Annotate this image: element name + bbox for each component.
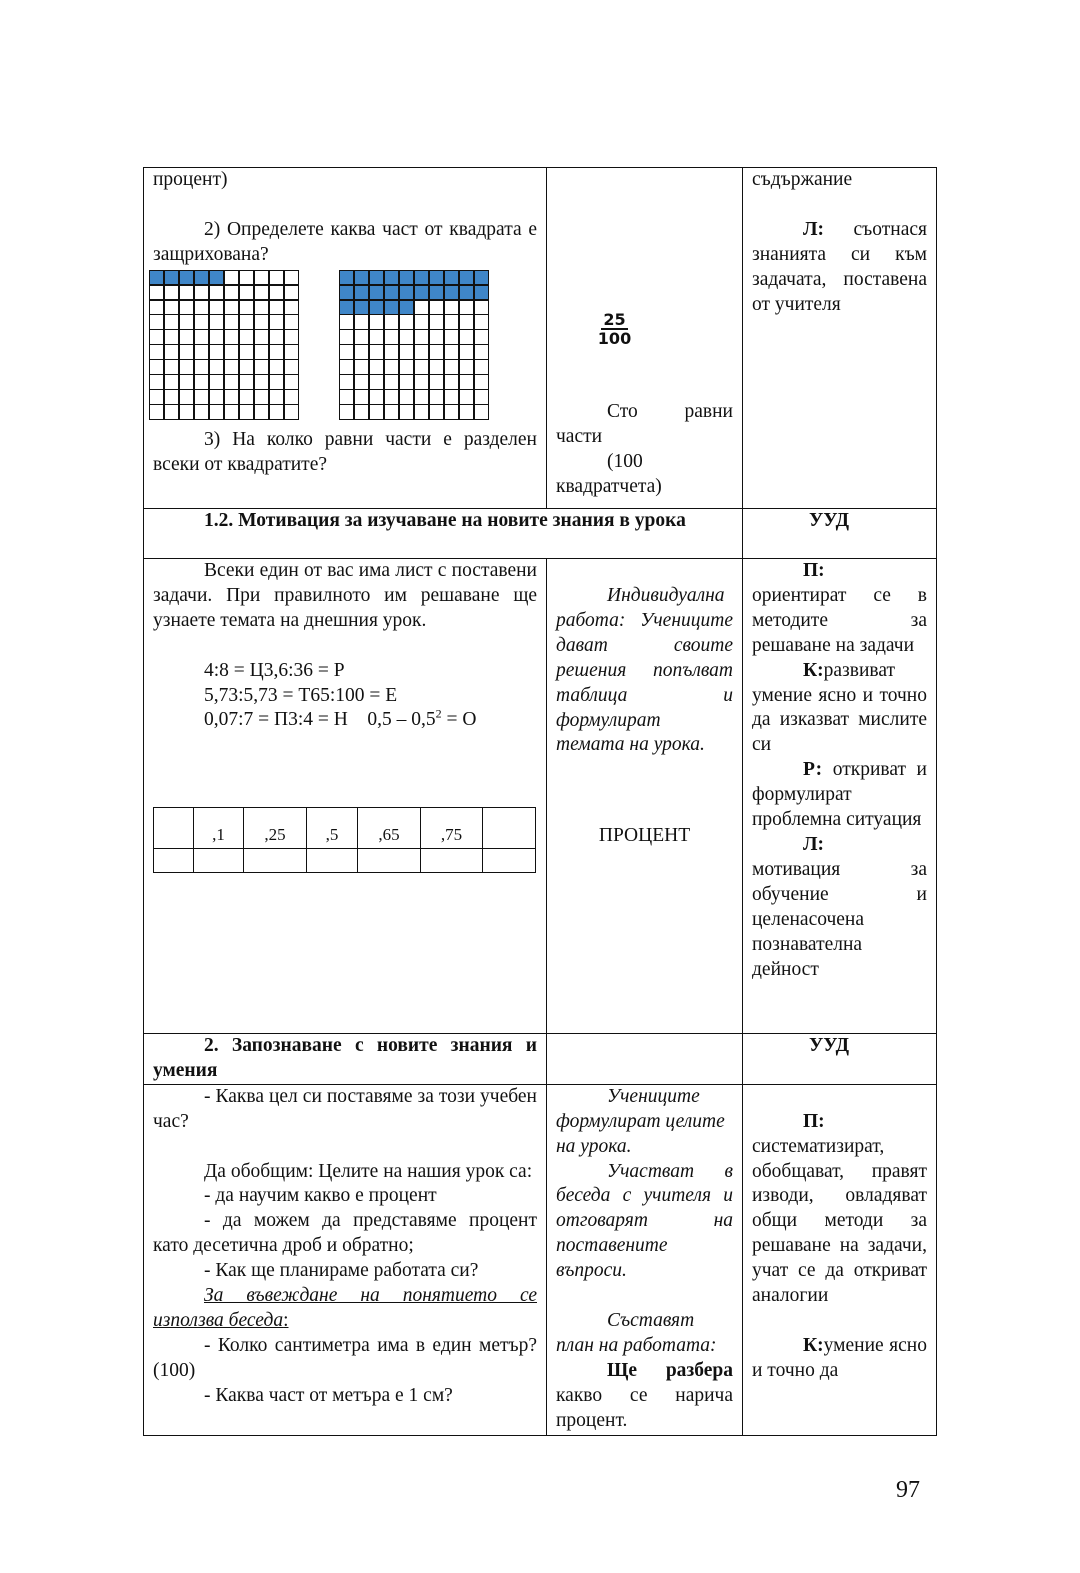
shaded-cell	[400, 301, 413, 314]
grid-cell	[400, 375, 413, 388]
activity-cell	[144, 559, 547, 1034]
grid-cell	[270, 405, 283, 418]
grid-cell	[285, 301, 298, 314]
shaded-cell	[385, 286, 398, 299]
grid-cell	[270, 375, 283, 388]
answer-cell: ,25	[244, 808, 307, 849]
uud-label: Л:	[803, 833, 825, 855]
uud-cell	[743, 168, 937, 509]
grid-cell	[285, 360, 298, 373]
grid-cell	[385, 360, 398, 373]
grid-cell	[415, 390, 428, 403]
grid-cell	[460, 375, 473, 388]
grid-cell	[240, 315, 253, 328]
grid-cell	[240, 375, 253, 388]
grid-cell	[180, 286, 193, 299]
grid-cell	[165, 405, 178, 418]
grid-cell	[355, 405, 368, 418]
grid-cell	[165, 286, 178, 299]
grid-cell	[210, 315, 223, 328]
question-2: 2) Определете каква част от квадрата е защрихована?	[153, 218, 537, 265]
grid-cell	[385, 330, 398, 343]
method: За въвеждане на понятието се използва беседа:	[153, 1285, 537, 1331]
shaded-cell	[180, 271, 193, 284]
grid-cell	[355, 315, 368, 328]
grid-cell	[475, 360, 488, 373]
grid-cell	[150, 315, 163, 328]
grid-cell	[445, 375, 458, 388]
grid-cell	[210, 286, 223, 299]
grid-cell	[385, 345, 398, 358]
grid-cell	[370, 390, 383, 403]
grid-cell	[270, 330, 283, 343]
grid-cell	[430, 390, 443, 403]
grid-cell	[400, 315, 413, 328]
grid-cell	[355, 375, 368, 388]
grid-cell	[210, 360, 223, 373]
work-description: Индивидуална работа: Учениците дават своите решения попълват таблица и формулират темата на урока.	[556, 585, 733, 756]
grid-cell	[355, 330, 368, 343]
student-activity: Съставят план на работата:	[556, 1309, 717, 1356]
grid-cell	[285, 330, 298, 343]
grid-cell	[340, 315, 353, 328]
grid-cell	[400, 360, 413, 373]
grid-cell	[475, 390, 488, 403]
grid-cell	[270, 315, 283, 328]
section-heading: 1.2. Мотивация за изучаване на новите знания в урока	[144, 509, 743, 559]
section-heading-row	[144, 1034, 937, 1085]
grid-cell	[370, 345, 383, 358]
grid-cell	[240, 301, 253, 314]
grid-cell	[210, 390, 223, 403]
shaded-cell	[460, 286, 473, 299]
grid-cell	[415, 360, 428, 373]
shaded-cell	[445, 286, 458, 299]
intro-text: Всеки един от вас има лист с поставени задачи. При правилното им решаване ще узнаете темата на днешния урок.	[153, 560, 537, 631]
grid-cell	[370, 405, 383, 418]
grid-cell	[195, 286, 208, 299]
grid-cell	[150, 345, 163, 358]
grid-cell	[460, 345, 473, 358]
activity-cell	[144, 1084, 547, 1435]
grid-cell	[285, 390, 298, 403]
grid-cell	[225, 390, 238, 403]
grid-cell	[150, 405, 163, 418]
shaded-cell	[430, 286, 443, 299]
grid-figures	[153, 268, 537, 428]
grid-cell	[165, 330, 178, 343]
answer-cell	[154, 849, 194, 873]
grid-cell	[340, 360, 353, 373]
uud-k: К:развиват умение ясно и точно да изказват мислите си	[752, 659, 927, 756]
fraction	[496, 308, 733, 347]
question-3: 3) На колко равни части е разделен всеки от квадратите?	[153, 428, 537, 475]
grid-cell	[400, 390, 413, 403]
grid-cell	[475, 405, 488, 418]
uud-cell	[743, 1084, 937, 1435]
grid-cell	[150, 301, 163, 314]
uud-l	[752, 218, 927, 318]
answer-cell	[194, 849, 244, 873]
grid-cell	[255, 315, 268, 328]
grid-cell	[460, 405, 473, 418]
grid-cell	[165, 301, 178, 314]
grid-cell	[385, 390, 398, 403]
grid-cell	[195, 315, 208, 328]
grid-cell	[445, 330, 458, 343]
grid-cell	[370, 330, 383, 343]
answer-cell	[307, 849, 358, 873]
grid-cell	[180, 301, 193, 314]
lesson-topic: ПРОЦЕНТ	[598, 825, 691, 847]
grid-cell	[430, 315, 443, 328]
lead-text: процент)	[153, 169, 228, 190]
section-heading-row	[144, 509, 937, 559]
shaded-cell	[340, 301, 353, 314]
grid-cell	[340, 390, 353, 403]
uud-label: Л:	[803, 218, 825, 240]
shaded-cell	[355, 301, 368, 314]
grid-cell	[255, 271, 268, 284]
grid-cell	[370, 375, 383, 388]
grid-cell	[430, 345, 443, 358]
shaded-cell	[385, 271, 398, 284]
grid-cell	[285, 345, 298, 358]
grid-cell	[225, 286, 238, 299]
grid-cell	[270, 286, 283, 299]
lead-text: съдържание	[752, 169, 853, 190]
grid-cell	[430, 405, 443, 418]
grid-cell	[180, 375, 193, 388]
grid-cell	[240, 390, 253, 403]
grid-cell	[385, 405, 398, 418]
grid-cell	[195, 330, 208, 343]
uud-r: Р: откриват и формулират проблемна ситуация	[752, 759, 927, 831]
grid-cell	[180, 390, 193, 403]
empty-cell	[547, 1034, 743, 1085]
grid-cell	[240, 330, 253, 343]
answer-text: Сто равни части	[556, 401, 733, 447]
grid-cell	[430, 375, 443, 388]
grid-cell	[150, 360, 163, 373]
grid-cell	[415, 405, 428, 418]
grid-cell	[475, 330, 488, 343]
grid-cell	[460, 360, 473, 373]
grid-cell	[400, 405, 413, 418]
grid-cell	[370, 315, 383, 328]
grid-cell	[150, 390, 163, 403]
uud-cell	[743, 559, 937, 1034]
grid-cell	[195, 301, 208, 314]
shaded-cell	[165, 271, 178, 284]
grid-cell	[225, 345, 238, 358]
grid-cell	[340, 345, 353, 358]
uud-label: П:	[803, 1110, 825, 1132]
answer-text-2: (100 квадратчета)	[556, 450, 662, 497]
grid-cell	[255, 286, 268, 299]
lesson-plan-table	[143, 167, 937, 1436]
table-row	[144, 168, 937, 509]
grid-cell	[210, 375, 223, 388]
shaded-cell	[400, 271, 413, 284]
students-cell	[547, 559, 743, 1034]
equation: 0,07:7 = П3:4 = Н $0,5 - 0,5^2 = О$	[204, 706, 477, 731]
grid-cell	[355, 360, 368, 373]
grid-cell	[430, 330, 443, 343]
shaded-cell	[415, 286, 428, 299]
shaded-cell	[150, 271, 163, 284]
answer-table	[153, 807, 536, 873]
shaded-cell	[415, 271, 428, 284]
grid-cell	[285, 405, 298, 418]
grid-cell	[225, 360, 238, 373]
grid-cell	[180, 405, 193, 418]
table-row	[144, 559, 937, 1034]
student-activity: Участват в беседа с учителя и отговарят на поставените въпроси.	[556, 1160, 733, 1282]
shaded-cell	[355, 286, 368, 299]
answer-cell: ,5	[307, 808, 358, 849]
answer-cell	[483, 849, 536, 873]
answer-cell	[421, 849, 483, 873]
grid-cell	[340, 375, 353, 388]
grid-cell	[460, 330, 473, 343]
grid-cell	[225, 315, 238, 328]
grid-cell	[340, 405, 353, 418]
shaded-cell	[475, 286, 488, 299]
grid-cell	[255, 375, 268, 388]
grid-cell	[165, 345, 178, 358]
grid-cell	[180, 330, 193, 343]
grid-cell	[225, 375, 238, 388]
answer-cell	[244, 849, 307, 873]
grid-cell	[270, 390, 283, 403]
uud-text: съотнася знанията си към задачата, поставена от учителя	[752, 218, 927, 315]
grid-cell	[225, 271, 238, 284]
grid-cell	[445, 301, 458, 314]
student-goal: Ще разбера какво се нарича процент.	[556, 1359, 733, 1431]
grid-cell	[165, 360, 178, 373]
grid-cell	[400, 345, 413, 358]
grid-cell	[385, 315, 398, 328]
grid-cell	[255, 405, 268, 418]
grid-cell	[180, 315, 193, 328]
grid-cell	[255, 345, 268, 358]
answer-cell	[358, 849, 421, 873]
grid-cell	[150, 330, 163, 343]
grid-cell	[285, 271, 298, 284]
grid-cell	[255, 360, 268, 373]
shaded-cell	[210, 271, 223, 284]
goal: - да можем да представяме процент като десетична дроб и обратно;	[153, 1210, 537, 1257]
question: - Как ще планираме работата си?	[204, 1260, 479, 1282]
question: - Каква част от метъра е 1 см?	[204, 1384, 453, 1406]
grid-cell	[460, 301, 473, 314]
grid-cell	[165, 375, 178, 388]
shaded-cell	[355, 271, 368, 284]
answer-cell: ,65	[358, 808, 421, 849]
shaded-cell	[370, 271, 383, 284]
grid-cell	[270, 345, 283, 358]
grid-cell	[475, 315, 488, 328]
grid-cell	[195, 375, 208, 388]
grid-cell	[210, 301, 223, 314]
table-row	[144, 1084, 937, 1435]
fraction-numerator: 25	[603, 310, 626, 329]
summary: Да обобщим: Целите на нашия урок са:	[204, 1160, 533, 1182]
students-cell	[547, 1084, 743, 1435]
shaded-cell	[340, 271, 353, 284]
grid-cell	[415, 315, 428, 328]
grid-cell	[195, 345, 208, 358]
grid-cell	[210, 345, 223, 358]
grid-cell	[415, 330, 428, 343]
grid-cell	[445, 315, 458, 328]
equation: 5,73:5,73 = Т65:100 = Е	[204, 684, 398, 706]
students-cell	[547, 168, 743, 509]
grid-cell	[445, 390, 458, 403]
shaded-cell	[400, 286, 413, 299]
grid-cell	[210, 330, 223, 343]
question: - Колко сантиметра има в един метър? (100)	[153, 1334, 537, 1381]
fraction-denominator: 100	[597, 329, 632, 348]
grid-cell	[430, 301, 443, 314]
page-number: 97	[896, 1477, 920, 1503]
grid-cell	[195, 360, 208, 373]
uud-k: К:умение ясно и точно да	[752, 1334, 927, 1381]
answer-cell: ,1	[194, 808, 244, 849]
grid-cell	[240, 271, 253, 284]
grid-cell	[270, 271, 283, 284]
grid-cell	[195, 390, 208, 403]
hundred-grid-5-shaded	[149, 270, 299, 420]
uud-heading: УУД	[743, 1034, 937, 1085]
grid-cell	[270, 360, 283, 373]
shaded-cell	[430, 271, 443, 284]
grid-cell	[475, 345, 488, 358]
shaded-cell	[370, 286, 383, 299]
grid-cell	[385, 375, 398, 388]
grid-cell	[415, 375, 428, 388]
grid-cell	[150, 286, 163, 299]
uud-text: ориентират се в методите за решаване на задачи	[752, 584, 927, 656]
grid-cell	[255, 390, 268, 403]
uud-text: мотивация за обучение и целенасочена познавателна дейност	[752, 858, 927, 980]
grid-cell	[165, 315, 178, 328]
shaded-cell	[195, 271, 208, 284]
uud-heading: УУД	[743, 509, 937, 559]
grid-cell	[255, 330, 268, 343]
answer-cell: ,75	[421, 808, 483, 849]
grid-cell	[445, 405, 458, 418]
grid-cell	[150, 375, 163, 388]
grid-cell	[400, 330, 413, 343]
grid-cell	[225, 301, 238, 314]
grid-cell	[445, 360, 458, 373]
grid-cell	[240, 345, 253, 358]
grid-cell	[475, 301, 488, 314]
hundred-grid-25-shaded	[339, 270, 489, 420]
grid-cell	[210, 405, 223, 418]
grid-cell	[430, 360, 443, 373]
grid-cell	[370, 360, 383, 373]
grid-cell	[340, 330, 353, 343]
grid-cell	[240, 360, 253, 373]
grid-cell	[285, 315, 298, 328]
grid-cell	[355, 345, 368, 358]
grid-cell	[240, 405, 253, 418]
grid-cell	[195, 405, 208, 418]
student-activity: Учениците формулират целите на урока.	[556, 1085, 725, 1157]
grid-cell	[225, 330, 238, 343]
question: - Каква цел си поставяме за този учебен час?	[153, 1085, 537, 1132]
goal: - да научим какво е процент	[204, 1185, 437, 1207]
grid-cell	[460, 390, 473, 403]
grid-cell	[415, 345, 428, 358]
shaded-cell	[370, 301, 383, 314]
grid-cell	[180, 360, 193, 373]
answer-cell	[154, 808, 194, 849]
equation: 4:8 = Ц3,6:36 = Р	[204, 659, 345, 681]
uud-text: систематизират, обобщават, правят изводи, овладяват общи методи за решаване на задачи, учат се да откриват аналогии	[752, 1135, 927, 1307]
shaded-cell	[475, 271, 488, 284]
grid-cell	[285, 286, 298, 299]
grid-cell	[415, 301, 428, 314]
grid-cell	[445, 345, 458, 358]
grid-cell	[225, 405, 238, 418]
section-heading: 2. Запознаване с новите знания и умения	[144, 1034, 547, 1085]
shaded-cell	[385, 301, 398, 314]
grid-cell	[355, 390, 368, 403]
shaded-cell	[340, 286, 353, 299]
activity-cell	[144, 168, 547, 509]
grid-cell	[180, 345, 193, 358]
shaded-cell	[460, 271, 473, 284]
grid-cell	[285, 375, 298, 388]
grid-cell	[240, 286, 253, 299]
uud-label: П:	[803, 560, 825, 581]
grid-cell	[165, 390, 178, 403]
shaded-cell	[445, 271, 458, 284]
grid-cell	[270, 301, 283, 314]
grid-cell	[255, 301, 268, 314]
grid-cell	[460, 315, 473, 328]
grid-cell	[475, 375, 488, 388]
answer-cell	[483, 808, 536, 849]
